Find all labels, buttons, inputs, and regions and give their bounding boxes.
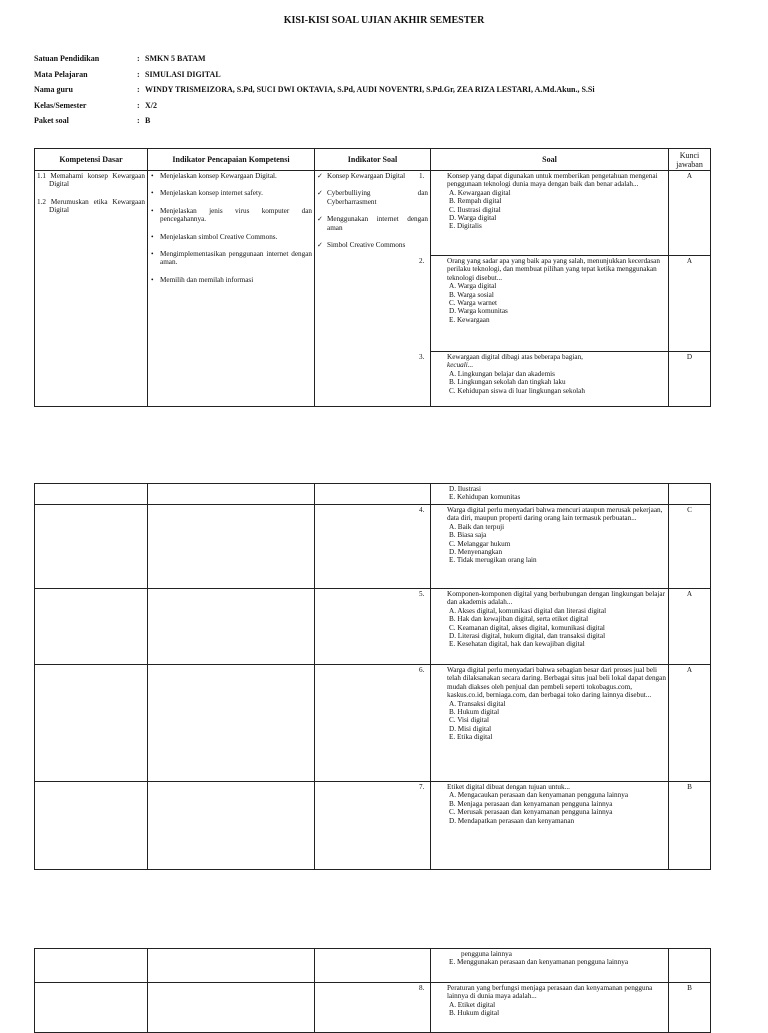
ipk-item: • Memilih dan memilah informasi xyxy=(160,276,312,284)
indikator-item: ✓ Simbol Creative Commons xyxy=(327,241,428,249)
ipk-item: • Menjelaskan konsep Kewargaan Digital. xyxy=(160,172,312,180)
indikator-item: ✓ Cyberbulliying dan Cyberharrasment xyxy=(327,189,428,206)
grid-table-page-1 xyxy=(34,148,711,407)
option: A. Baik dan terpuji xyxy=(449,522,505,531)
question-text: Warga digital perlu menyadari bahwa sebagian besar dari proses jual beli telah dilaksanakan secara daring. Berbagai situs jual beli lokal dapat dengan mudah diakses oleh penjual dan pembeli seperti tokobagus.com, kaskus.co.id, berniaga.com, dan berbagai toko daring lainnya disebut... xyxy=(447,666,666,700)
info-value: WINDY TRISMEIZORA, S.Pd, SUCI DWI OKTAVIA, S.Pd, AUDI NOVENTRI, S.Pd.Gr, ZEA RIZA LESTARI, A.Md.Akun., S.Si xyxy=(145,85,595,94)
option: B. Lingkungan sekolah dan tingkah laku xyxy=(449,378,566,387)
question-1: 1. Konsep yang dapat digunakan untuk memberikan pengetahuan mengenai penggunaan teknologi dunia maya dengan baik dan benar adalah... A. Kewargaan digital B. Rempah digital C. Ilustrasi digital D. Warga digital E. Digitalis xyxy=(431,171,669,256)
option: B. Hak dan kewajiban digital, serta etiket digital xyxy=(449,615,589,624)
question-5: 5. Komponen-komponen digital yang berhubungan dengan lingkungan belajar dan akademis adalah... A. Akses digital, komunikasi digital dan literasi digital B. Hak dan kewajiban digital, serta etiket digital C. Keamanan digital, akses digital, komunikasi digital D. Literasi digital, hukum digital, dan transaksi digital E. Kesehatan digital, hak dan kewajiban digital xyxy=(431,589,669,665)
option: D. Menyenangkan xyxy=(449,548,503,557)
option: E. Tidak merugikan orang lain xyxy=(449,556,537,565)
option: A. Lingkungan belajar dan akademis xyxy=(449,369,555,378)
question-4: 4. Warga digital perlu menyadari bahwa mencuri ataupun merusak pekerjaan, data diri, maupun properti daring orang lain termasuk perbuatan... A. Baik dan terpuji B. Biasa saja C. Melanggar hukum D. Menyenangkan E. Tidak merugikan orang lain xyxy=(431,505,669,589)
info-value: B xyxy=(145,116,151,125)
indikator-cell xyxy=(315,171,431,407)
answer-key: A xyxy=(669,256,711,352)
option: B. Menjaga perasaan dan kenyamanan pengguna lainnya xyxy=(449,799,613,808)
info-label: Mata Pelajaran xyxy=(34,69,88,79)
indikator-item: ✓ Konsep Kewargaan Digital xyxy=(327,172,428,180)
ipk-cell xyxy=(148,171,315,407)
question-text: Etiket digital dibuat dengan tujuan untuk... xyxy=(447,783,570,791)
grid-table-page-2 xyxy=(34,483,711,870)
option: B. Warga sosial xyxy=(449,290,494,299)
question-text: Orang yang sadar apa yang baik apa yang salah, menunjukkan kecerdasan perilaku teknologi, dan membuat pilihan yang tepat ketika menggunakan teknologi disebut... xyxy=(447,257,660,282)
option: C. Visi digital xyxy=(449,716,489,725)
option: E. Kehidupan komunitas xyxy=(449,493,521,502)
option: A. Akses digital, komunikasi digital dan literasi digital xyxy=(449,606,607,615)
header-ipk: Indikator Pencapaian Kompetensi xyxy=(148,149,315,171)
question-text: Konsep yang dapat digunakan untuk memberikan pengetahuan mengenai penggunaan teknologi dunia maya dengan baik dan benar adalah... xyxy=(447,172,658,189)
header-kd: Kompetensi Dasar xyxy=(35,149,148,171)
ipk-item: • Menjelaskan jenis virus komputer dan pencegahannya. xyxy=(160,207,312,224)
option: A. Mengacaukan perasaan dan kenyamanan pengguna lainnya xyxy=(449,791,629,800)
question-3-continued xyxy=(431,484,669,505)
kd-item: 1.1 Memahami konsep Kewargaan Digital xyxy=(37,172,145,189)
option: C. Melanggar hukum xyxy=(449,539,511,548)
info-label: Satuan Pendidikan xyxy=(34,54,100,63)
info-value: SIMULASI DIGITAL xyxy=(145,69,221,79)
document-title: KISI-KISI SOAL UJIAN AKHIR SEMESTER xyxy=(283,15,485,26)
kd-cell xyxy=(35,171,148,407)
answer-key: B xyxy=(669,782,711,870)
question-6: 6. Warga digital perlu menyadari bahwa sebagian besar dari proses jual beli telah dilaksanakan secara daring. Berbagai situs jual beli lokal dapat dengan mudah diakses oleh penjual dan pembeli seperti tokobagus.com, kaskus.co.id, berniaga.com, dan berbagai toko daring lainnya disebut... A. Transaksi digital B. Hukum digital C. Visi digital D. Misi digital E. Etika digital xyxy=(431,665,669,782)
option: D. Warga digital xyxy=(449,214,497,223)
info-value: SMKN 5 BATAM xyxy=(145,54,206,63)
option: D. Ilustrasi xyxy=(449,485,481,493)
question-7-continued xyxy=(431,949,669,983)
question-2: 2. Orang yang sadar apa yang baik apa yang salah, menunjukkan kecerdasan perilaku teknologi, dan membuat pilihan yang tepat ketika menggunakan teknologi disebut... A. Warga digital B. Warga sosial C. Warga warnet D. Warga komunitas E. Kewargaan xyxy=(431,256,669,352)
option: C. Keamanan digital, akses digital, komunikasi digital xyxy=(449,623,605,632)
answer-key: C xyxy=(669,505,711,589)
option: E. Kesehatan digital, hak dan kewajiban digital xyxy=(449,640,585,649)
info-label: Nama guru xyxy=(34,85,73,94)
info-label: Kelas/Semester xyxy=(34,100,87,110)
option: D. Literasi digital, hukum digital, dan transaksi digital xyxy=(449,632,606,641)
header-indikator: Indikator Soal xyxy=(315,149,431,171)
option: D. Misi digital xyxy=(449,724,492,733)
option: B. Rempah digital xyxy=(449,197,502,206)
question-text: Peraturan yang berfungsi menjaga perasaan dan kenyamanan pengguna lainnya di dunia maya adalah... xyxy=(447,984,653,1001)
answer-key: D xyxy=(669,352,711,407)
header-kunci: Kunci jawaban xyxy=(669,149,711,171)
ipk-item: • Menjelaskan simbol Creative Commons. xyxy=(160,233,312,241)
indikator-item: ✓ Menggunakan internet dengan aman xyxy=(327,215,428,232)
question-text: Warga digital perlu menyadari bahwa mencuri ataupun merusak pekerjaan, data diri, maupun properti daring orang lain termasuk perbuatan... xyxy=(447,506,663,523)
option: B. Hukum digital xyxy=(449,1009,500,1018)
option: E. Kewargaan xyxy=(449,315,490,324)
ipk-item: • Mengimplementasikan penggunaan internet dengan aman. xyxy=(160,250,312,267)
option: A. Warga digital xyxy=(449,282,497,291)
option: C. Merusak perasaan dan kenyamanan pengguna lainnya xyxy=(449,808,613,817)
question-text-italic: kecuali... xyxy=(447,361,474,370)
kd-item: 1.2 Merumuskan etika Kewargaan Digital xyxy=(37,197,145,215)
option: C. Ilustrasi digital xyxy=(449,205,501,214)
option: C. Kehidupan siswa di luar lingkungan sekolah xyxy=(449,386,585,395)
option: B. Hukum digital xyxy=(449,708,500,717)
question-8: 8. Peraturan yang berfungsi menjaga perasaan dan kenyamanan pengguna lainnya di dunia maya adalah... A. Etiket digital B. Hukum digital xyxy=(431,983,669,1033)
info-label: Paket soal xyxy=(34,116,69,125)
header-soal: Soal xyxy=(431,149,669,171)
grid-table-page-3 xyxy=(34,948,711,1033)
option: B. Biasa saja xyxy=(449,531,487,540)
info-value: X/2 xyxy=(145,100,157,110)
ipk-item: • Menjelaskan konsep internet safety. xyxy=(160,189,312,197)
option: E. Etika digital xyxy=(449,733,493,742)
option: E. Digitalis xyxy=(449,222,482,231)
option: A. Kewargaan digital xyxy=(449,188,511,197)
question-7: 7. Etiket digital dibuat dengan tujuan untuk... A. Mengacaukan perasaan dan kenyamanan pengguna lainnya B. Menjaga perasaan dan kenyamanan pengguna lainnya C. Merusak perasaan dan kenyamanan pengguna lainnya D. Mendapatkan perasaan dan kenyamanan xyxy=(431,782,669,870)
option: E. Menggunakan perasaan dan kenyamanan pengguna lainnya xyxy=(449,958,629,967)
answer-key: A xyxy=(669,589,711,665)
answer-key: A xyxy=(669,665,711,782)
answer-key: A xyxy=(669,171,711,256)
option: A. Transaksi digital xyxy=(449,699,506,708)
option: D. Warga komunitas xyxy=(449,307,508,316)
question-text: Kewargaan digital dibagi atas beberapa bagian, xyxy=(447,353,583,361)
option: D. Mendapatkan perasaan dan kenyamanan xyxy=(449,816,575,825)
question-text: Komponen-komponen digital yang berhubungan dengan lingkungan belajar dan akademis adalah... xyxy=(447,590,665,607)
answer-key: B xyxy=(669,983,711,1033)
option-continued: pengguna lainnya xyxy=(461,950,512,958)
option: C. Warga warnet xyxy=(449,299,498,308)
option: A. Etiket digital xyxy=(449,1000,496,1009)
question-3: 3. Kewargaan digital dibagi atas beberapa bagian, kecuali... A. Lingkungan belajar dan akademis B. Lingkungan sekolah dan tingkah laku C. Kehidupan siswa di luar lingkungan sekolah xyxy=(431,352,669,407)
